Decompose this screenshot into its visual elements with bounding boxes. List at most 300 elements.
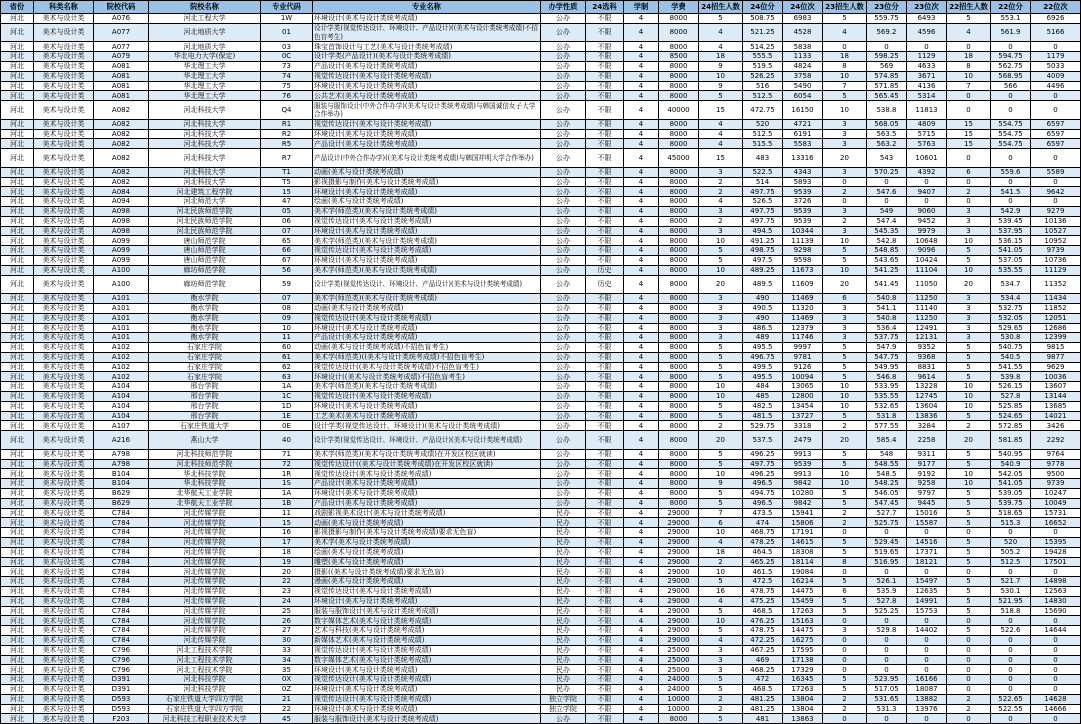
table-cell: 0 — [1031, 636, 1081, 646]
table-cell: 环境设计(美术与设计类统考成绩) — [313, 704, 541, 714]
table-cell: 9842 — [783, 498, 823, 508]
table-cell: 5 — [823, 606, 867, 616]
table-cell: 公办 — [541, 216, 586, 226]
table-cell: 4 — [624, 255, 659, 265]
table-cell: 9298 — [783, 246, 823, 256]
table-cell: 美术与设计类 — [34, 323, 94, 333]
table-row — [1, 52, 1081, 62]
table-cell: 公办 — [541, 255, 586, 265]
column-header: 22招生人数 — [947, 1, 991, 14]
table-cell: 美术与设计类 — [34, 401, 94, 411]
table-cell: 549.95 — [867, 362, 907, 372]
table-cell: 不限 — [586, 449, 624, 459]
table-cell: 8000 — [659, 372, 699, 382]
table-cell: 496.25 — [743, 469, 783, 479]
table-cell: 534.4 — [991, 294, 1031, 304]
table-cell: C784 — [94, 587, 149, 597]
table-cell: 珠宝首饰设计与工艺(美术与设计类统考成绩) — [313, 42, 541, 52]
table-cell: 5 — [699, 684, 743, 694]
table-cell: 540.5 — [991, 352, 1031, 362]
table-cell: 不限 — [586, 177, 624, 187]
table-cell: 527.7 — [867, 508, 907, 518]
table-cell: 8000 — [659, 303, 699, 313]
table-cell: 民办 — [541, 616, 586, 626]
table-cell: 不限 — [586, 372, 624, 382]
table-cell: 民办 — [541, 596, 586, 606]
table-cell: 522.6 — [991, 626, 1031, 636]
table-row — [1, 645, 1081, 655]
table-header — [1, 1, 1081, 14]
table-cell: 3 — [699, 206, 743, 216]
table-cell: 516.95 — [867, 557, 907, 567]
table-cell: 548.55 — [867, 459, 907, 469]
table-cell: 视觉传达设计((美术与设计类统考成绩)在开发区校区就读) — [313, 459, 541, 469]
table-cell: A082 — [94, 129, 149, 139]
table-cell: 15497 — [907, 577, 947, 587]
table-cell: 0 — [991, 645, 1031, 655]
table-cell: 工艺美术(美术与设计类统考成绩) — [313, 411, 541, 421]
table-cell: 536.15 — [991, 236, 1031, 246]
table-cell: 河北 — [1, 42, 34, 52]
table-cell: 民办 — [541, 675, 586, 685]
table-cell: 美术与设计类 — [34, 636, 94, 646]
header-row — [1, 1, 1081, 14]
table-cell: 河北工程大学 — [149, 14, 261, 24]
table-cell: 2 — [699, 557, 743, 567]
table-cell: A094 — [94, 197, 149, 207]
table-cell: 美术与设计类 — [34, 226, 94, 236]
table-cell: 29000 — [659, 626, 699, 636]
table-cell: 4 — [624, 52, 659, 62]
table-cell: 不限 — [586, 587, 624, 597]
table-cell: 529.65 — [991, 323, 1031, 333]
table-cell: 0 — [823, 714, 867, 724]
table-cell: 10 — [261, 323, 313, 333]
table-cell: B629 — [94, 489, 149, 499]
table-cell: 12686 — [1031, 323, 1081, 333]
table-cell: 0 — [907, 42, 947, 52]
table-cell: 9279 — [1031, 206, 1081, 216]
table-cell: 0 — [947, 684, 991, 694]
table-cell: 设计学类(视觉传达设计、环境设计、产品设计)(美术与设计类统考成绩) — [313, 275, 541, 294]
table-cell: A082 — [94, 167, 149, 177]
table-cell: 美术学(师范类)(美术与设计类统考成绩) — [313, 206, 541, 216]
table-cell: 石家庄铁道大学四方学院 — [149, 704, 261, 714]
table-cell: 0 — [867, 197, 907, 207]
table-cell: 河北 — [1, 81, 34, 91]
table-cell: 华北理工大学 — [149, 61, 261, 71]
table-cell: 478.75 — [743, 626, 783, 636]
table-cell: 29000 — [659, 596, 699, 606]
table-cell: 547.4 — [867, 216, 907, 226]
table-cell: 03 — [261, 42, 313, 52]
table-cell: 动画(美术与设计类统考成绩) — [313, 518, 541, 528]
table-cell: 10 — [947, 479, 991, 489]
table-cell: 16 — [261, 528, 313, 538]
table-cell: 512.5 — [991, 557, 1031, 567]
table-cell: A216 — [94, 431, 149, 450]
table-cell: 29000 — [659, 577, 699, 587]
table-cell: 美术学(师范类)(美术与设计类统考成绩)在开发区校区就读) — [313, 449, 541, 459]
table-cell: 5 — [823, 411, 867, 421]
table-cell: 河北 — [1, 352, 34, 362]
table-cell: 2 — [823, 216, 867, 226]
table-cell: 577.55 — [867, 421, 907, 431]
table-cell: 美术与设计类 — [34, 177, 94, 187]
table-cell: 496.25 — [743, 449, 783, 459]
table-cell: 数字媒体艺术(美术与设计类统考成绩) — [313, 616, 541, 626]
table-cell: 河北 — [1, 333, 34, 343]
table-cell: 历史 — [586, 265, 624, 275]
table-cell: 4824 — [783, 61, 823, 71]
table-row — [1, 675, 1081, 685]
table-cell: 8000 — [659, 489, 699, 499]
table-row — [1, 547, 1081, 557]
table-cell: 22 — [261, 704, 313, 714]
table-cell: 472.5 — [743, 577, 783, 587]
table-cell: 5 — [699, 675, 743, 685]
table-cell: 河北 — [1, 431, 34, 450]
table-cell: 11852 — [1031, 303, 1081, 313]
table-cell: 4 — [624, 91, 659, 101]
table-cell: 河北科技大学 — [149, 101, 261, 120]
table-cell: 531.3 — [867, 704, 907, 714]
table-cell: 4 — [624, 197, 659, 207]
table-cell: 25 — [261, 606, 313, 616]
table-cell: 494.5 — [743, 226, 783, 236]
table-cell: 不限 — [586, 518, 624, 528]
table-cell: 7 — [823, 81, 867, 91]
table-cell: 0 — [1031, 101, 1081, 120]
table-cell: 4596 — [907, 23, 947, 42]
table-cell: C784 — [94, 557, 149, 567]
table-cell: 474 — [743, 518, 783, 528]
table-cell: 5 — [823, 91, 867, 101]
table-cell: A101 — [94, 313, 149, 323]
table-cell: 555.5 — [743, 52, 783, 62]
table-cell: 3726 — [783, 197, 823, 207]
table-cell: 522.65 — [991, 694, 1031, 704]
table-cell: 0 — [947, 645, 991, 655]
table-cell: 4 — [624, 372, 659, 382]
table-cell: 河北科技大学 — [149, 119, 261, 129]
table-cell: 468.75 — [743, 528, 783, 538]
table-cell: 河北 — [1, 587, 34, 597]
table-cell: 0 — [991, 197, 1031, 207]
table-cell: 467.25 — [743, 645, 783, 655]
table-cell: 5 — [947, 596, 991, 606]
table-cell: 公办 — [541, 469, 586, 479]
table-row — [1, 226, 1081, 236]
table-cell: 5 — [823, 684, 867, 694]
table-cell: 522.5 — [743, 167, 783, 177]
table-cell: 12563 — [1031, 587, 1081, 597]
table-cell: 56 — [261, 265, 313, 275]
table-cell: 河北 — [1, 313, 34, 323]
table-cell: 5 — [699, 14, 743, 24]
table-cell: 540.8 — [867, 294, 907, 304]
table-cell: 14475 — [783, 587, 823, 597]
table-cell: 5 — [823, 498, 867, 508]
table-cell: A798 — [94, 459, 149, 469]
table-cell: C784 — [94, 596, 149, 606]
table-cell: 497.75 — [743, 206, 783, 216]
table-cell: 4 — [624, 177, 659, 187]
table-cell: 2 — [823, 421, 867, 431]
table-cell: 8000 — [659, 91, 699, 101]
table-cell: 10 — [699, 469, 743, 479]
table-cell: 539.75 — [991, 498, 1031, 508]
table-cell: 3426 — [1031, 421, 1081, 431]
table-cell: 河北 — [1, 469, 34, 479]
table-cell: 3 — [823, 313, 867, 323]
table-cell: 河北 — [1, 557, 34, 567]
table-cell: 516 — [743, 81, 783, 91]
table-cell: 0 — [947, 714, 991, 724]
table-cell: 9126 — [783, 362, 823, 372]
table-cell: 邢台学院 — [149, 411, 261, 421]
table-cell: 9913 — [783, 449, 823, 459]
table-cell: 0 — [947, 616, 991, 626]
table-cell: 5 — [947, 449, 991, 459]
table-cell: 美术与设计类 — [34, 392, 94, 402]
table-cell: 4 — [699, 23, 743, 42]
table-cell: A098 — [94, 216, 149, 226]
table-cell: 14021 — [1031, 411, 1081, 421]
table-cell: 北华航天工业学院 — [149, 489, 261, 499]
table-cell: 4 — [624, 236, 659, 246]
table-cell: 25000 — [659, 645, 699, 655]
table-cell: 12379 — [783, 323, 823, 333]
table-cell: 6597 — [1031, 119, 1081, 129]
table-cell: 不限 — [586, 655, 624, 665]
table-cell: 1C — [261, 392, 313, 402]
table-cell: 4 — [624, 226, 659, 236]
table-cell: 美术与设计类 — [34, 206, 94, 216]
table-cell: 2479 — [783, 431, 823, 450]
table-cell: 河北 — [1, 265, 34, 275]
table-cell: 民办 — [541, 684, 586, 694]
table-cell: 532.05 — [991, 313, 1031, 323]
table-cell: 民办 — [541, 538, 586, 548]
table-cell: 14991 — [907, 596, 947, 606]
table-row — [1, 206, 1081, 216]
table-cell: 美术与设计类 — [34, 187, 94, 197]
table-cell: 40000 — [659, 101, 699, 120]
table-cell: 29000 — [659, 606, 699, 616]
table-cell: A104 — [94, 401, 149, 411]
table-cell: 河北 — [1, 528, 34, 538]
table-cell: A102 — [94, 343, 149, 353]
table-cell: 542.9 — [991, 206, 1031, 216]
table-cell: 9192 — [907, 469, 947, 479]
table-row — [1, 71, 1081, 81]
table-cell: 13316 — [783, 149, 823, 168]
table-cell: 15731 — [1031, 508, 1081, 518]
table-cell: 13685 — [1031, 401, 1081, 411]
table-cell: 8000 — [659, 382, 699, 392]
table-cell: 4 — [624, 675, 659, 685]
table-cell: A099 — [94, 255, 149, 265]
table-cell: 3 — [699, 323, 743, 333]
table-cell: 民办 — [541, 557, 586, 567]
table-row — [1, 42, 1081, 52]
table-cell: 5 — [823, 489, 867, 499]
table-cell: 4 — [699, 197, 743, 207]
table-cell: 11813 — [907, 101, 947, 120]
table-cell: 482.5 — [743, 401, 783, 411]
table-cell: 美术与设计类 — [34, 372, 94, 382]
table-row — [1, 323, 1081, 333]
table-cell: 10 — [823, 71, 867, 81]
table-cell: 视觉传达设计(美术与设计类统考成绩) — [313, 645, 541, 655]
table-cell: 05 — [261, 206, 313, 216]
table-cell: 9177 — [907, 459, 947, 469]
table-cell: 19 — [261, 557, 313, 567]
table-cell: 公办 — [541, 246, 586, 256]
table-cell: 475.25 — [743, 596, 783, 606]
table-row — [1, 187, 1081, 197]
table-cell: 公办 — [541, 81, 586, 91]
table-cell: 0 — [823, 636, 867, 646]
table-cell: 4136 — [907, 81, 947, 91]
table-cell: 9598 — [783, 255, 823, 265]
table-cell: 5 — [699, 411, 743, 421]
table-cell: 9997 — [783, 343, 823, 353]
table-cell: 河北 — [1, 675, 34, 685]
table-cell: 24000 — [659, 684, 699, 694]
table-cell: 10 — [823, 479, 867, 489]
table-cell: 535.55 — [867, 392, 907, 402]
table-cell: 15 — [699, 149, 743, 168]
table-cell: 8000 — [659, 129, 699, 139]
table-cell: 0 — [1031, 528, 1081, 538]
table-cell: 10247 — [1031, 489, 1081, 499]
table-cell: 526.25 — [743, 71, 783, 81]
table-cell: 美术与设计类 — [34, 61, 94, 71]
table-cell: 3 — [699, 645, 743, 655]
table-cell: 0 — [867, 645, 907, 655]
table-cell: 489.25 — [743, 265, 783, 275]
table-cell: 8000 — [659, 459, 699, 469]
table-row — [1, 479, 1081, 489]
table-cell: 3284 — [907, 421, 947, 431]
table-cell: 美术与设计类 — [34, 557, 94, 567]
table-cell: 4 — [624, 167, 659, 177]
table-cell: 4 — [699, 129, 743, 139]
table-cell: 18 — [699, 547, 743, 557]
table-cell: 541.5 — [991, 187, 1031, 197]
table-cell: 11434 — [1031, 294, 1081, 304]
table-cell: 公办 — [541, 421, 586, 431]
table-cell: 529.8 — [867, 626, 907, 636]
table-cell: 河北地质大学 — [149, 42, 261, 52]
table-cell: 16275 — [783, 636, 823, 646]
table-cell: 13454 — [783, 401, 823, 411]
table-cell: 河北传媒学院 — [149, 626, 261, 636]
table-cell: 14628 — [1031, 694, 1081, 704]
table-cell: 526.1 — [867, 577, 907, 587]
table-cell: 河北 — [1, 401, 34, 411]
table-cell: 29000 — [659, 567, 699, 577]
table-cell: 8000 — [659, 187, 699, 197]
table-cell: 河北 — [1, 616, 34, 626]
table-cell: 不限 — [586, 714, 624, 724]
table-cell: 美术与设计类 — [34, 52, 94, 62]
table-cell: 0 — [1031, 149, 1081, 168]
table-cell: 537.5 — [743, 431, 783, 450]
table-cell: 6191 — [783, 129, 823, 139]
table-cell: 15 — [261, 187, 313, 197]
table-cell: 5 — [699, 498, 743, 508]
table-cell: 547.6 — [867, 187, 907, 197]
table-cell: 4 — [624, 479, 659, 489]
table-cell: 4 — [624, 587, 659, 597]
table-cell: 10136 — [1031, 216, 1081, 226]
table-cell: 不限 — [586, 382, 624, 392]
table-cell: 519.65 — [867, 547, 907, 557]
table-cell: 541.05 — [991, 479, 1031, 489]
table-cell: 5 — [823, 14, 867, 24]
column-header: 办学性质 — [541, 1, 586, 14]
table-cell: 489.5 — [743, 275, 783, 294]
table-cell: 0 — [907, 714, 947, 724]
table-cell: 521.7 — [991, 577, 1031, 587]
table-row — [1, 498, 1081, 508]
table-cell: 10 — [823, 265, 867, 275]
table-cell: 8 — [823, 557, 867, 567]
table-cell: 河北 — [1, 372, 34, 382]
table-cell: 1D — [261, 401, 313, 411]
table-cell: 唐山师范学院 — [149, 236, 261, 246]
table-cell: 美术与设计类 — [34, 139, 94, 149]
table-row — [1, 139, 1081, 149]
table-cell: 河北科技工程职业技术大学 — [149, 714, 261, 724]
table-cell: A107 — [94, 421, 149, 431]
table-cell: 5033 — [1031, 61, 1081, 71]
table-cell: 产品设计(美术与设计类统考成绩) — [313, 61, 541, 71]
table-cell: 581.85 — [991, 431, 1031, 450]
table-cell: 不限 — [586, 167, 624, 177]
table-cell: 9539 — [783, 187, 823, 197]
table-cell: 495.5 — [743, 343, 783, 353]
table-cell: 4496 — [1031, 81, 1081, 91]
table-cell: 494.75 — [743, 489, 783, 499]
table-cell: 485 — [743, 392, 783, 402]
table-cell: 河北 — [1, 255, 34, 265]
table-cell: 14475 — [783, 626, 823, 636]
table-cell: 公办 — [541, 352, 586, 362]
table-cell: 公办 — [541, 226, 586, 236]
table-cell: 06 — [261, 216, 313, 226]
table-row — [1, 421, 1081, 431]
table-cell: 5 — [947, 498, 991, 508]
table-cell: 美术与设计类 — [34, 479, 94, 489]
table-cell: 13144 — [1031, 392, 1081, 402]
table-cell: 河北 — [1, 665, 34, 675]
table-cell: 537.75 — [867, 333, 907, 343]
table-cell: 不限 — [586, 459, 624, 469]
table-cell: 5715 — [907, 129, 947, 139]
table-cell: A082 — [94, 139, 149, 149]
table-cell: 0 — [991, 665, 1031, 675]
table-cell: R7 — [261, 149, 313, 168]
table-cell: 4 — [624, 538, 659, 548]
table-cell: 2 — [699, 694, 743, 704]
table-cell: 10 — [699, 265, 743, 275]
table-cell: 65 — [261, 236, 313, 246]
table-cell: 0 — [947, 42, 991, 52]
